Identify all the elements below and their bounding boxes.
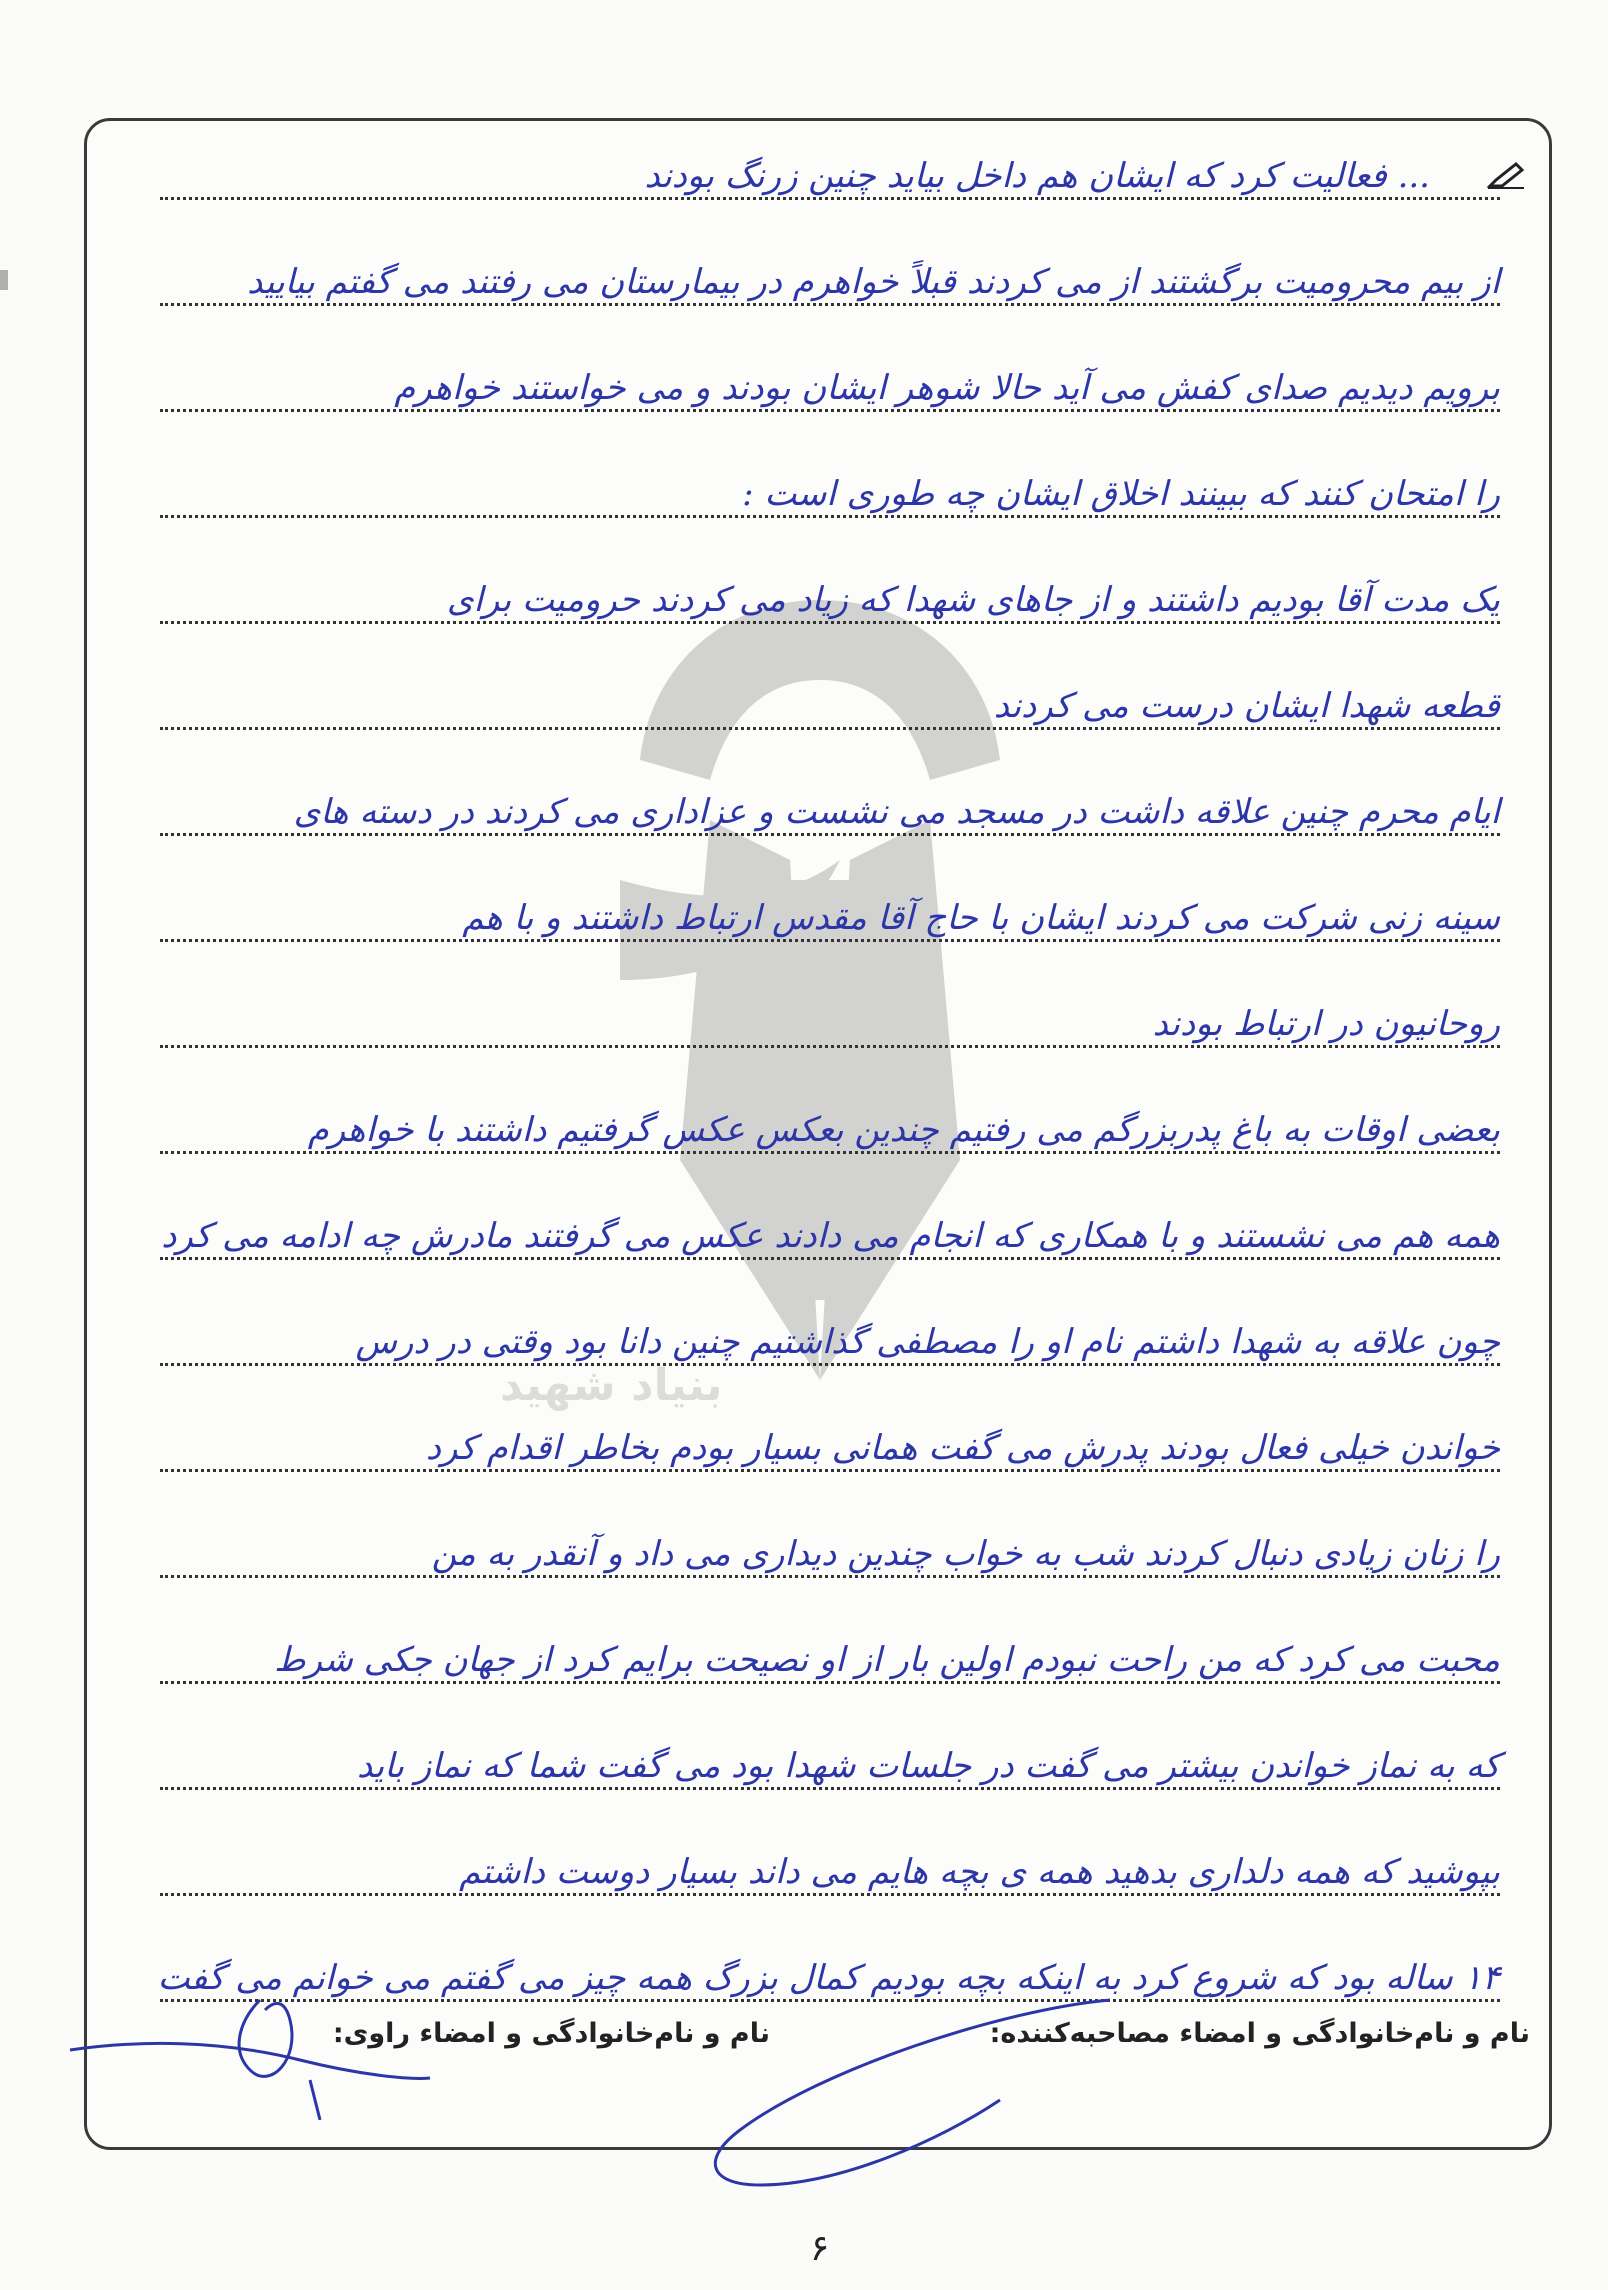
interviewer-signature: [700, 1990, 1120, 2190]
text-line: چون علاقه به شهدا داشتم نام او را مصطفی گذاشتیم چنین دانا بود وقتی در درس: [160, 1306, 1500, 1366]
text-line: ایام محرم چنین علاقه داشت در مسجد می نشست و عزاداری می کردند در دسته های: [160, 776, 1500, 836]
text-line: محبت می کرد که من راحت نبودم اولین بار از او نصیحت برایم کرد از جهان جکی شرط: [160, 1624, 1500, 1684]
text-line: از بیم محرومیت برگشتند از می کردند قبلاً خواهرم در بیمارستان می رفتند می گفتم بیایید: [160, 246, 1500, 306]
text-line: که به نماز خواندن بیشتر می گفت در جلسات شهدا بود می گفت شما که نماز باید: [160, 1730, 1500, 1790]
page-number: ۶: [810, 2228, 830, 2269]
narrator-label: نام و نام‌خانوادگی و امضاء راوی:: [332, 2018, 770, 2049]
text-line: همه هم می نشستند و با همکاری که انجام می دادند عکس می گرفتند مادرش چه ادامه می کرد: [160, 1200, 1500, 1260]
text-line: روحانیون در ارتباط بودند: [160, 988, 1500, 1048]
watermark-org-name: بنیاد شهید: [500, 1360, 723, 1411]
text-line: بپوشید که همه دلداری بدهید همه ی بچه هایم می داند بسیار دوست داشتم: [160, 1836, 1500, 1896]
text-line: خواندن خیلی فعال بودند پدرش می گفت همانی بسیار بودم بخاطر اقدام کرد: [160, 1412, 1500, 1472]
interviewer-label: نام و نام‌خانوادگی و امضاء مصاحبه‌کننده:: [989, 2018, 1530, 2049]
text-line: ... فعالیت کرد که ایشان هم داخل بیاید چنین زرنگ بودند: [160, 140, 1500, 200]
text-line: را زنان زیادی دنبال کردند شب به خواب چندین دیداری می داد و آنقدر به من: [160, 1518, 1500, 1578]
text-line: را امتحان کنند که ببینند اخلاق ایشان چه طوری است :: [160, 458, 1500, 518]
text-line: سینه زنی شرکت می کردند ایشان با حاج آقا مقدس ارتباط داشتند و با هم: [160, 882, 1500, 942]
text-line: ۱۴ ساله بود که شروع کرد به اینکه بچه بودیم کمال بزرگ همه چیز می گفتم می خوانم می گفت: [160, 1942, 1500, 2002]
text-line: بعضی اوقات به باغ پدربزرگم می رفتیم چندین بعکس عکس گرفتیم داشتند با خواهرم: [160, 1094, 1500, 1154]
text-line: قطعه شهدا ایشان درست می کردند: [160, 670, 1500, 730]
text-line: یک مدت آقا بودیم داشتند و از جاهای شهدا که زیاد می کردند حرومیت برای: [160, 564, 1500, 624]
text-line: برویم دیدیم صدای کفش می آید حالا شوهر ایشان بودند و می خواستند خواهرم: [160, 352, 1500, 412]
narrator-signature: [60, 1980, 440, 2120]
